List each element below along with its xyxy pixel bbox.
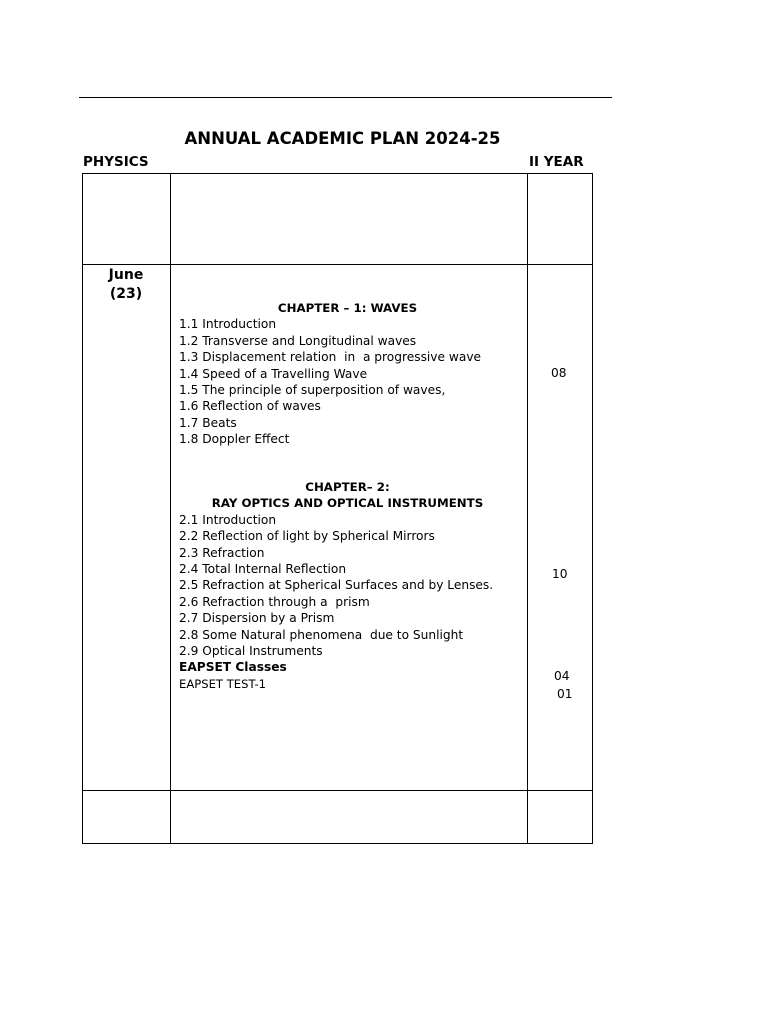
month-days: (23) (109, 286, 143, 302)
chapter1-topic: 1.4 Speed of a Travelling Wave (179, 366, 368, 381)
chapter2-periods: 10 (552, 567, 568, 581)
chapter1-heading: CHAPTER – 1: WAVES (277, 301, 418, 315)
column-divider-periods (527, 174, 528, 843)
chapter1-topic: 1.8 Doppler Effect (179, 432, 290, 447)
chapter1-topic: 1.5 The principle of superposition of waves, (179, 383, 446, 398)
chapter2-topic: 2.1 Introduction (179, 512, 277, 527)
top-rule (79, 97, 612, 98)
month-name: June (108, 267, 144, 283)
chapter1-topic: 1.7 Beats (179, 415, 237, 430)
chapter2-topic: 2.8 Some Natural phenomena due to Sunlight (179, 627, 464, 642)
page-title: ANNUAL ACADEMIC PLAN 2024-25 (184, 129, 501, 148)
chapter2-topic: 2.2 Reflection of light by Spherical Mirrors (179, 529, 435, 544)
chapter1-topic: 1.3 Displacement relation in a progressive wave (179, 350, 482, 365)
chapter2-topic: 2.5 Refraction at Spherical Surfaces and by Lenses. (179, 578, 494, 593)
chapter1-block (179, 300, 524, 448)
row-divider-header (83, 264, 592, 265)
chapter2-topic: 2.6 Refraction through a prism (179, 594, 370, 609)
chapter2-topic: 2.9 Optical Instruments (179, 644, 323, 659)
year-label: II YEAR (529, 154, 584, 170)
eapset-test-periods: 01 (557, 687, 573, 701)
row-divider-footer (83, 790, 592, 791)
month-cell (82, 266, 170, 304)
chapter2-topic: 2.3 Refraction (179, 545, 265, 560)
chapter1-topic: 1.6 Reflection of waves (179, 399, 321, 414)
eapset-classes-label: EAPSET Classes (179, 660, 287, 675)
chapter2-topic: 2.7 Dispersion by a Prism (179, 611, 335, 626)
chapter2-block (179, 479, 524, 692)
chapter2-heading-line2: RAY OPTICS AND OPTICAL INSTRUMENTS (211, 496, 484, 511)
chapter1-periods: 08 (551, 366, 567, 380)
chapter1-topic: 1.1 Introduction (179, 317, 277, 332)
eapset-classes-periods: 04 (554, 669, 570, 683)
chapter2-heading-line1: CHAPTER– 2: (305, 480, 390, 494)
chapter1-topic: 1.2 Transverse and Longitudinal waves (179, 333, 417, 348)
column-divider-month (170, 174, 171, 843)
chapter2-topic: 2.4 Total Internal Reflection (179, 562, 347, 577)
eapset-test-label: EAPSET TEST-1 (179, 676, 267, 691)
subject-label: PHYSICS (83, 154, 149, 170)
